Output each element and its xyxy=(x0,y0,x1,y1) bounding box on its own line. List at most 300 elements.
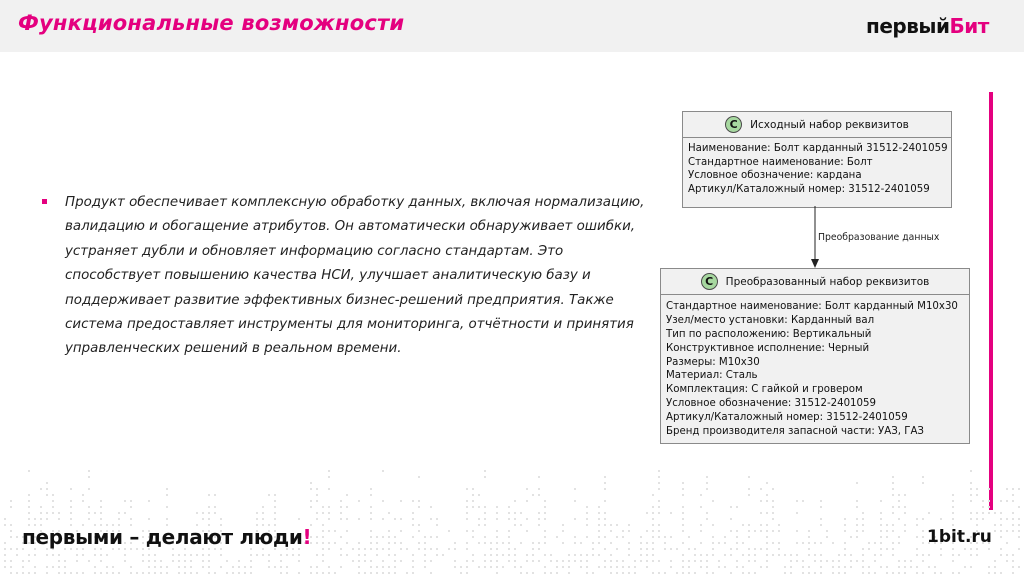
decor-dot xyxy=(28,494,30,496)
decor-dot xyxy=(532,554,534,556)
decor-dot xyxy=(658,470,660,472)
decor-dot xyxy=(1018,566,1020,568)
decor-dot xyxy=(604,518,606,520)
decor-dot xyxy=(184,554,186,556)
decor-dot xyxy=(628,530,630,532)
decor-dot xyxy=(52,566,54,568)
decor-dot xyxy=(88,506,90,508)
decor-dot xyxy=(1000,548,1002,550)
decor-dot xyxy=(412,524,414,526)
target-class-box xyxy=(660,268,970,444)
attribute-row: Условное обозначение: 31512-2401059 xyxy=(666,398,876,410)
decor-dot xyxy=(760,512,762,514)
decor-dot xyxy=(562,566,564,568)
decor-dot xyxy=(598,530,600,532)
decor-dot xyxy=(646,566,648,568)
decor-dot xyxy=(106,566,108,568)
decor-dot xyxy=(706,482,708,484)
decor-dot xyxy=(850,566,852,568)
decor-dot xyxy=(1018,518,1020,520)
decor-dot xyxy=(472,506,474,508)
decor-dot xyxy=(532,548,534,550)
decor-dot xyxy=(820,542,822,544)
decor-dot xyxy=(1006,542,1008,544)
decor-dot xyxy=(940,548,942,550)
decor-dot xyxy=(994,560,996,562)
decor-dot xyxy=(424,554,426,556)
footer-slogan xyxy=(22,525,311,549)
decor-dot xyxy=(766,542,768,544)
decor-dot xyxy=(472,494,474,496)
decor-dot xyxy=(40,506,42,508)
decor-dot xyxy=(472,530,474,532)
decor-dot xyxy=(400,518,402,520)
decor-dot xyxy=(970,482,972,484)
decor-dot xyxy=(58,566,60,568)
decor-dot xyxy=(916,554,918,556)
decor-dot xyxy=(652,560,654,562)
decor-dot xyxy=(766,554,768,556)
footer-site-url[interactable]: 1bit.ru xyxy=(927,527,992,547)
decor-dot xyxy=(292,554,294,556)
decor-dot xyxy=(484,524,486,526)
decor-dot xyxy=(952,524,954,526)
decor-dot xyxy=(994,566,996,568)
decor-dot xyxy=(922,560,924,562)
decor-dot xyxy=(604,560,606,562)
decor-dot xyxy=(580,566,582,568)
decor-dot xyxy=(268,566,270,568)
decor-dot xyxy=(478,506,480,508)
decor-dot xyxy=(574,560,576,562)
decor-dot xyxy=(610,542,612,544)
attribute-row: Условное обозначение: кардана xyxy=(688,170,862,182)
decor-dot xyxy=(862,554,864,556)
decor-dot xyxy=(820,506,822,508)
decor-dot xyxy=(970,566,972,568)
decor-dot xyxy=(382,518,384,520)
decor-dot xyxy=(358,548,360,550)
decor-dot xyxy=(130,506,132,508)
decor-dot xyxy=(130,500,132,502)
decor-dot xyxy=(652,506,654,508)
decor-dot xyxy=(370,506,372,508)
decor-dot xyxy=(346,506,348,508)
decor-dot xyxy=(412,536,414,538)
decor-dot xyxy=(340,518,342,520)
decor-dot xyxy=(94,512,96,514)
decorative-dot-pattern xyxy=(0,448,1024,574)
decor-dot xyxy=(742,542,744,544)
decor-dot xyxy=(382,536,384,538)
decor-dot xyxy=(214,512,216,514)
decor-dot xyxy=(16,554,18,556)
decor-dot xyxy=(22,560,24,562)
decor-dot xyxy=(652,518,654,520)
decor-dot xyxy=(208,518,210,520)
decor-dot xyxy=(700,506,702,508)
decor-dot xyxy=(904,560,906,562)
decor-dot xyxy=(376,554,378,556)
decor-dot xyxy=(370,542,372,544)
decor-dot xyxy=(586,512,588,514)
decor-dot xyxy=(736,506,738,508)
decor-dot xyxy=(16,548,18,550)
decor-dot xyxy=(646,542,648,544)
decor-dot xyxy=(334,542,336,544)
decor-dot xyxy=(832,560,834,562)
decor-dot xyxy=(916,536,918,538)
decor-dot xyxy=(424,548,426,550)
decor-dot xyxy=(310,488,312,490)
decor-dot xyxy=(772,542,774,544)
decor-dot xyxy=(358,542,360,544)
decor-dot xyxy=(82,554,84,556)
decor-dot xyxy=(496,512,498,514)
decor-dot xyxy=(460,566,462,568)
decor-dot xyxy=(316,512,318,514)
decor-dot xyxy=(688,560,690,562)
decor-dot xyxy=(862,512,864,514)
decor-dot xyxy=(508,536,510,538)
decor-dot xyxy=(46,482,48,484)
decor-dot xyxy=(862,524,864,526)
decor-dot xyxy=(34,518,36,520)
decor-dot xyxy=(1000,500,1002,502)
decor-dot xyxy=(100,518,102,520)
decor-dot xyxy=(1012,566,1014,568)
decor-dot xyxy=(700,524,702,526)
decor-dot xyxy=(556,566,558,568)
attribute-row: Узел/место установки: Карданный вал xyxy=(666,314,875,326)
decor-dot xyxy=(622,566,624,568)
decor-dot xyxy=(706,518,708,520)
decor-dot xyxy=(628,524,630,526)
decor-dot xyxy=(760,524,762,526)
decor-dot xyxy=(52,554,54,556)
decor-dot xyxy=(544,512,546,514)
decor-dot xyxy=(166,566,168,568)
decor-dot xyxy=(790,554,792,556)
transform-label: Преобразование данных xyxy=(818,232,940,243)
decor-dot xyxy=(880,518,882,520)
decor-dot xyxy=(712,524,714,526)
decor-dot xyxy=(724,542,726,544)
decor-dot xyxy=(928,554,930,556)
decor-dot xyxy=(856,536,858,538)
decor-dot xyxy=(508,548,510,550)
decor-dot xyxy=(610,566,612,568)
decor-dot xyxy=(526,488,528,490)
decor-dot xyxy=(568,560,570,562)
decor-dot xyxy=(496,530,498,532)
decor-dot xyxy=(640,548,642,550)
decor-dot xyxy=(556,560,558,562)
decor-dot xyxy=(682,482,684,484)
decor-dot xyxy=(184,560,186,562)
decor-dot xyxy=(694,554,696,556)
decor-dot xyxy=(28,500,30,502)
decor-dot xyxy=(682,530,684,532)
decor-dot xyxy=(400,560,402,562)
decor-dot xyxy=(592,548,594,550)
decor-dot xyxy=(124,512,126,514)
decor-dot xyxy=(1000,554,1002,556)
decor-dot xyxy=(382,470,384,472)
decor-dot xyxy=(70,512,72,514)
target-attributes xyxy=(661,295,969,439)
decor-dot xyxy=(952,494,954,496)
decor-dot xyxy=(316,494,318,496)
decor-dot xyxy=(796,560,798,562)
decor-dot xyxy=(484,506,486,508)
decor-dot xyxy=(484,536,486,538)
decor-dot xyxy=(910,560,912,562)
decor-dot xyxy=(622,560,624,562)
decor-dot xyxy=(400,500,402,502)
decor-dot xyxy=(586,524,588,526)
decor-dot xyxy=(862,530,864,532)
decor-dot xyxy=(916,518,918,520)
decor-dot xyxy=(64,560,66,562)
decor-dot xyxy=(682,524,684,526)
decor-dot xyxy=(700,494,702,496)
decor-dot xyxy=(646,554,648,556)
decor-dot xyxy=(28,554,30,556)
decor-dot xyxy=(904,512,906,514)
decor-dot xyxy=(478,494,480,496)
decor-dot xyxy=(808,536,810,538)
decor-dot xyxy=(898,494,900,496)
decor-dot xyxy=(4,566,6,568)
decor-dot xyxy=(274,506,276,508)
decor-dot xyxy=(712,548,714,550)
decor-dot xyxy=(322,560,324,562)
decor-dot xyxy=(316,518,318,520)
decor-dot xyxy=(922,554,924,556)
decor-dot xyxy=(844,518,846,520)
decor-dot xyxy=(748,554,750,556)
decor-dot xyxy=(670,560,672,562)
decor-dot xyxy=(736,542,738,544)
decor-dot xyxy=(766,524,768,526)
decor-dot xyxy=(412,554,414,556)
decor-dot xyxy=(4,542,6,544)
decor-dot xyxy=(478,518,480,520)
decor-dot xyxy=(364,554,366,556)
decor-dot xyxy=(454,566,456,568)
decor-dot xyxy=(970,518,972,520)
decor-dot xyxy=(904,506,906,508)
decor-dot xyxy=(322,506,324,508)
decor-dot xyxy=(340,536,342,538)
decor-dot xyxy=(94,566,96,568)
decor-dot xyxy=(1018,506,1020,508)
decor-dot xyxy=(892,476,894,478)
decor-dot xyxy=(598,536,600,538)
decor-dot xyxy=(10,530,12,532)
decor-dot xyxy=(988,512,990,514)
decor-dot xyxy=(856,482,858,484)
target-class-header xyxy=(661,269,969,295)
decor-dot xyxy=(622,536,624,538)
decor-dot xyxy=(604,488,606,490)
decor-dot xyxy=(4,560,6,562)
decor-dot xyxy=(796,542,798,544)
decor-dot xyxy=(316,566,318,568)
decor-dot xyxy=(958,554,960,556)
decor-dot xyxy=(688,548,690,550)
decor-dot xyxy=(898,566,900,568)
decor-dot xyxy=(370,560,372,562)
decor-dot xyxy=(532,560,534,562)
decor-dot xyxy=(898,560,900,562)
decor-dot xyxy=(748,530,750,532)
decor-dot xyxy=(850,554,852,556)
decor-dot xyxy=(808,566,810,568)
decor-dot xyxy=(514,500,516,502)
decor-dot xyxy=(310,566,312,568)
decor-dot xyxy=(892,512,894,514)
decor-dot xyxy=(220,554,222,556)
decor-dot xyxy=(766,566,768,568)
decor-dot xyxy=(514,566,516,568)
decor-dot xyxy=(88,488,90,490)
decor-dot xyxy=(1000,530,1002,532)
decor-dot xyxy=(730,554,732,556)
decor-dot xyxy=(826,536,828,538)
decor-dot xyxy=(718,560,720,562)
decor-dot xyxy=(970,554,972,556)
decor-dot xyxy=(604,566,606,568)
decor-dot xyxy=(880,500,882,502)
decor-dot xyxy=(34,554,36,556)
decor-dot xyxy=(418,500,420,502)
decor-dot xyxy=(262,518,264,520)
decor-dot xyxy=(250,554,252,556)
decor-dot xyxy=(976,494,978,496)
attribute-row: Бренд производителя запасной части: УАЗ, ГАЗ xyxy=(666,426,924,438)
decor-dot xyxy=(436,548,438,550)
decor-dot xyxy=(754,554,756,556)
attribute-row: Конструктивное исполнение: Черный xyxy=(666,342,870,354)
decor-dot xyxy=(586,560,588,562)
decor-dot xyxy=(886,524,888,526)
decor-dot xyxy=(610,560,612,562)
decor-dot xyxy=(712,500,714,502)
decor-dot xyxy=(160,566,162,568)
decor-dot xyxy=(400,530,402,532)
decor-dot xyxy=(286,566,288,568)
decor-dot xyxy=(976,554,978,556)
decor-dot xyxy=(604,524,606,526)
decor-dot xyxy=(772,500,774,502)
decor-dot xyxy=(208,560,210,562)
decor-dot xyxy=(796,554,798,556)
decor-dot xyxy=(952,560,954,562)
decor-dot xyxy=(346,518,348,520)
decor-dot xyxy=(898,518,900,520)
decor-dot xyxy=(526,554,528,556)
decor-dot xyxy=(598,554,600,556)
decor-dot xyxy=(154,554,156,556)
decor-dot xyxy=(16,536,18,538)
decor-dot xyxy=(358,560,360,562)
decor-dot xyxy=(892,506,894,508)
decor-dot xyxy=(622,530,624,532)
decor-dot xyxy=(892,530,894,532)
decor-dot xyxy=(388,566,390,568)
decor-dot xyxy=(940,554,942,556)
decor-dot xyxy=(1000,536,1002,538)
decor-dot xyxy=(4,524,6,526)
decor-dot xyxy=(514,524,516,526)
decor-dot xyxy=(778,530,780,532)
decor-dot xyxy=(706,554,708,556)
decor-dot xyxy=(340,506,342,508)
class-stereotype-icon: C xyxy=(701,273,718,290)
decor-dot xyxy=(892,554,894,556)
decor-dot xyxy=(544,518,546,520)
decor-dot xyxy=(856,518,858,520)
decor-dot xyxy=(670,566,672,568)
decor-dot xyxy=(448,548,450,550)
decor-dot xyxy=(760,500,762,502)
decor-dot xyxy=(820,524,822,526)
decor-dot xyxy=(394,518,396,520)
decor-dot xyxy=(1006,518,1008,520)
decor-dot xyxy=(904,494,906,496)
footer-slogan-text: первыми – делают люди xyxy=(22,525,303,549)
decor-dot xyxy=(778,548,780,550)
decor-dot xyxy=(766,500,768,502)
decor-dot xyxy=(784,554,786,556)
decor-dot xyxy=(520,566,522,568)
decor-dot xyxy=(658,536,660,538)
decor-dot xyxy=(250,560,252,562)
decor-dot xyxy=(562,524,564,526)
source-attributes xyxy=(683,138,951,197)
decor-dot xyxy=(778,554,780,556)
decor-dot xyxy=(400,542,402,544)
decor-dot xyxy=(274,512,276,514)
decor-dot xyxy=(748,488,750,490)
decor-dot xyxy=(532,494,534,496)
decor-dot xyxy=(274,500,276,502)
decor-dot xyxy=(328,476,330,478)
decor-dot xyxy=(976,548,978,550)
decor-dot xyxy=(202,554,204,556)
decor-dot xyxy=(478,524,480,526)
decor-dot xyxy=(262,512,264,514)
decor-dot xyxy=(832,542,834,544)
decor-dot xyxy=(1012,554,1014,556)
decor-dot xyxy=(52,500,54,502)
decor-dot xyxy=(496,518,498,520)
decor-dot xyxy=(604,482,606,484)
decor-dot xyxy=(346,494,348,496)
decor-dot xyxy=(130,518,132,520)
decor-dot xyxy=(496,548,498,550)
decor-dot xyxy=(370,518,372,520)
decor-dot xyxy=(952,512,954,514)
decor-dot xyxy=(994,512,996,514)
decor-dot xyxy=(124,500,126,502)
decor-dot xyxy=(1018,530,1020,532)
decor-dot xyxy=(730,548,732,550)
decor-dot xyxy=(40,488,42,490)
decor-dot xyxy=(40,518,42,520)
